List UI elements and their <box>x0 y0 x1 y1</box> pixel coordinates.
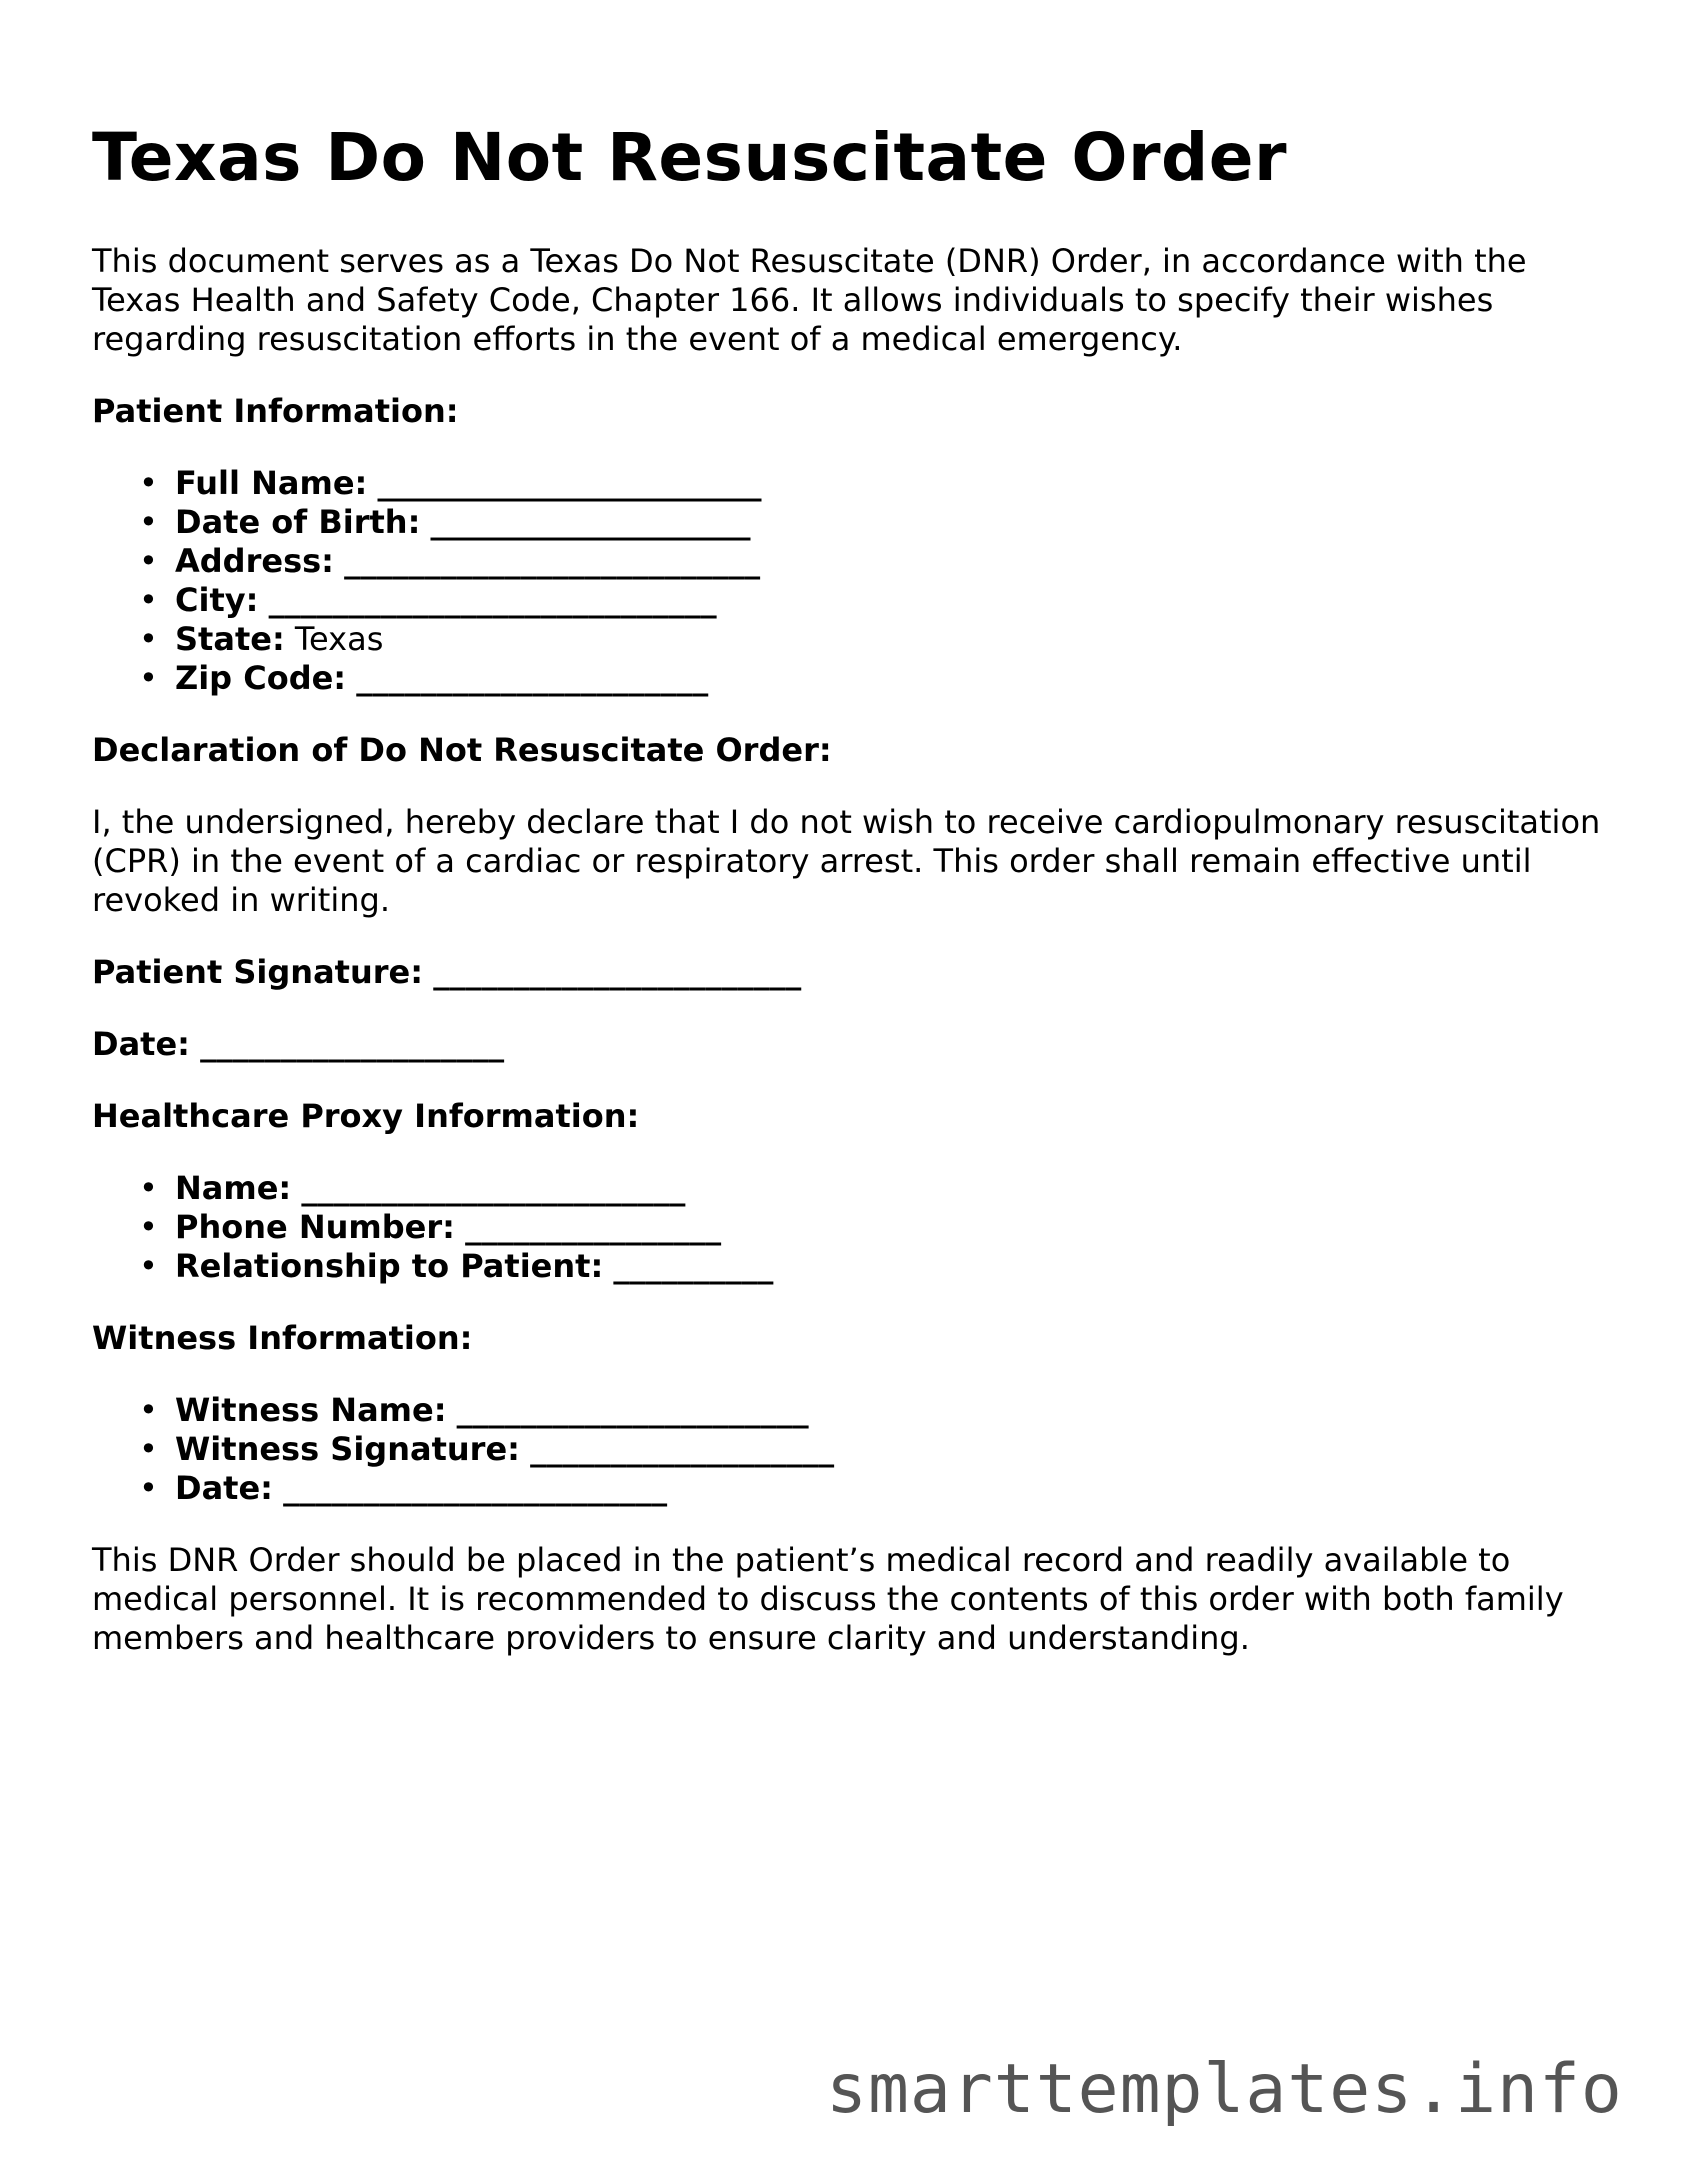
full-name-field[interactable]: ________________________ <box>377 464 762 502</box>
list-item-date-of-birth: • Date of Birth: ____________________ <box>175 503 1612 542</box>
page-title: Texas Do Not Resuscitate Order <box>92 119 1288 196</box>
patient-signature-line: Patient Signature: _______________________ <box>92 953 802 991</box>
witness-date-field[interactable]: ________________________ <box>283 1469 668 1507</box>
list-item-witness-name: • Witness Name: ______________________ <box>175 1391 1612 1430</box>
list-item-proxy-name: • Name: ________________________ <box>175 1169 1612 1208</box>
list-item-state: • State: Texas <box>175 620 1612 659</box>
closing-paragraph: This DNR Order should be placed in the patient’s medical record and readily available to medical personnel. It is recommended to discuss the contents of this order with both family members and healthcare providers to ensure clarity and understanding. <box>92 1541 1564 1657</box>
list-item-address: • Address: __________________________ <box>175 542 1612 581</box>
phone-number-field[interactable]: ________________ <box>465 1208 722 1246</box>
list-item-witness-signature: • Witness Signature: ___________________ <box>175 1430 1612 1469</box>
proxy-name-field[interactable]: ________________________ <box>301 1169 686 1207</box>
list-item-full-name: • Full Name: ________________________ <box>175 464 1612 503</box>
proxy-info-heading: Healthcare Proxy Information: <box>92 1097 640 1135</box>
witness-signature-field[interactable]: ___________________ <box>530 1430 835 1468</box>
list-item-witness-date: • Date: ________________________ <box>175 1469 1612 1508</box>
witness-info-list <box>92 1391 1612 1508</box>
declaration-heading: Declaration of Do Not Resuscitate Order: <box>92 731 832 769</box>
watermark: smarttemplates.info <box>826 2050 1623 2129</box>
declaration-paragraph: I, the undersigned, hereby declare that I do not wish to receive cardiopulmonary resuscitation (CPR) in the event of a cardiac or respiratory arrest. This order shall remain effective until revoked in writing. <box>92 803 1601 919</box>
proxy-info-list <box>92 1169 1612 1286</box>
date-of-birth-field[interactable]: ____________________ <box>430 503 751 541</box>
patient-info-heading: Patient Information: <box>92 392 459 430</box>
date-line: Date: ___________________ <box>92 1025 505 1063</box>
date-field[interactable]: ___________________ <box>200 1025 505 1063</box>
witness-info-heading: Witness Information: <box>92 1319 473 1357</box>
patient-signature-field[interactable]: _______________________ <box>433 953 802 991</box>
list-item-city: • City: ____________________________ <box>175 581 1612 620</box>
zip-code-field[interactable]: ______________________ <box>356 659 709 697</box>
address-field[interactable]: __________________________ <box>344 542 761 580</box>
city-field[interactable]: ____________________________ <box>268 581 717 619</box>
intro-paragraph: This document serves as a Texas Do Not Resuscitate (DNR) Order, in accordance with the Texas Health and Safety Code, Chapter 166. It allows individuals to specify their wishes regarding resuscitation efforts in the event of a medical emergency. <box>92 242 1527 358</box>
list-item-zip-code: • Zip Code: ______________________ <box>175 659 1612 698</box>
document-page <box>92 112 1612 1691</box>
state-value: Texas <box>294 620 384 658</box>
list-item-phone-number: • Phone Number: ________________ <box>175 1208 1612 1247</box>
relationship-field[interactable]: __________ <box>613 1247 774 1285</box>
list-item-relationship: • Relationship to Patient: __________ <box>175 1247 1612 1286</box>
patient-info-list <box>92 464 1612 698</box>
witness-name-field[interactable]: ______________________ <box>456 1391 809 1429</box>
